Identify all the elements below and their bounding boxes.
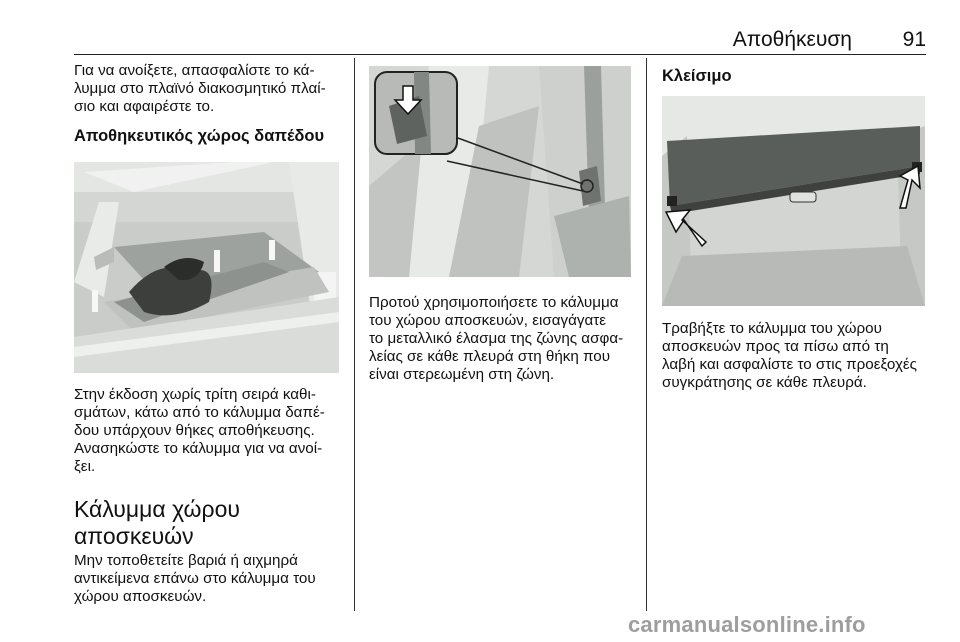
column-right-lower bbox=[662, 320, 930, 392]
body-line: χώρου αποσκευών. bbox=[74, 588, 207, 605]
floor-storage-illustration bbox=[74, 162, 339, 373]
body-line: Μην τοποθετείτε βαριά ή αιχμηρά bbox=[74, 552, 298, 569]
body-line: αντικείμενα επάνω στο κάλυμμα του bbox=[74, 570, 316, 587]
seatbelt-plate-illustration bbox=[369, 66, 631, 277]
column-middle bbox=[369, 294, 633, 384]
body-line: ξει. bbox=[74, 458, 96, 475]
watermark: carmanualsonline.info bbox=[628, 612, 866, 637]
body-line: Προτού χρησιμοποιήσετε το κάλυμμα bbox=[369, 294, 619, 311]
page-header bbox=[74, 26, 926, 55]
body-line: λείας σε κάθε πλευρά στη θήκη που bbox=[369, 348, 611, 365]
closing-heading: Κλείσιμο bbox=[662, 67, 732, 85]
body-line: συγκράτησης σε κάθε πλευρά. bbox=[662, 374, 867, 391]
cargo-cover-title: αποσκευών bbox=[74, 523, 194, 549]
body-line: Τραβήξτε το κάλυμμα του χώρου bbox=[662, 320, 882, 337]
body-line: το μεταλλικό έλασμα της ζώνης ασφα- bbox=[369, 330, 624, 347]
column-left bbox=[74, 62, 344, 146]
column-right bbox=[662, 66, 926, 86]
cargo-cover-title: Κάλυμμα χώρου bbox=[74, 496, 240, 522]
column-left-lower bbox=[74, 386, 344, 606]
column-divider bbox=[354, 58, 355, 611]
body-line: λαβή και ασφαλίστε το στις προεξοχές bbox=[662, 356, 918, 373]
body-line: σμάτων, κάτω από το κάλυμμα δαπέ- bbox=[74, 404, 325, 421]
body-line: δου υπάρχουν θήκες αποθήκευσης. bbox=[74, 422, 315, 439]
intro-line: Για να ανοίξετε, απασφαλίστε το κά- bbox=[74, 62, 315, 79]
body-line: του χώρου αποσκευών, εισαγάγατε bbox=[369, 312, 607, 329]
body-line: είναι στερεωμένη στη ζώνη. bbox=[369, 366, 555, 383]
intro-line: σιο και αφαιρέστε το. bbox=[74, 98, 215, 115]
intro-line: λυμμα στο πλαϊνό διακοσμητικό πλαί- bbox=[74, 80, 326, 97]
column-divider bbox=[646, 58, 647, 611]
floor-storage-heading: Αποθηκευτικός χώρος δαπέδου bbox=[74, 127, 325, 145]
body-line: Στην έκδοση χωρίς τρίτη σειρά καθι- bbox=[74, 386, 316, 403]
page-number: 91 bbox=[902, 28, 926, 51]
cargo-cover-illustration bbox=[662, 96, 925, 306]
body-line: Ανασηκώστε το κάλυμμα για να ανοί- bbox=[74, 440, 323, 457]
body-line: αποσκευών προς τα πίσω από τη bbox=[662, 338, 889, 355]
section-title: Αποθήκευση bbox=[732, 28, 852, 51]
